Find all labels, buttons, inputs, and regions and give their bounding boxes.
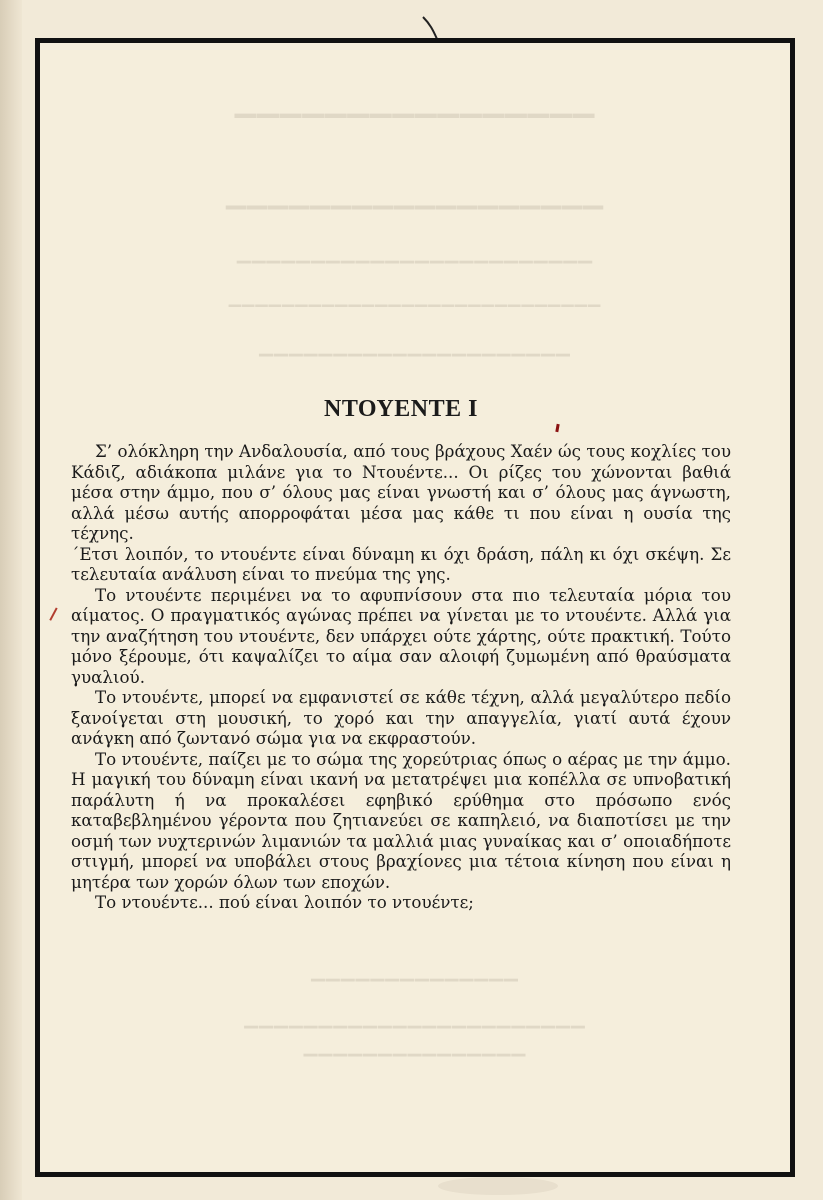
show-through-texture-6: ▁▁▁▁▁▁▁▁▁▁▁▁▁▁ xyxy=(311,961,519,981)
paragraph-3: Το ντουέντε περιμένει να το αφυπνίσουν στα πιο τελευταία μόρια του αίματος. Ο πραγματικός αγώνας πρέπει να γίνεται με το ντουέντε. Αλλά για την αναζήτηση του ντουέντε, δεν υπάρχει ούτε χάρτης, ούτε πρακτική. Τούτο μόνο ξέρουμε, ότι καψαλίζει το αίμα σαν αλοιφή ζυμωμένη από θραύσματα γυαλιού. xyxy=(71,584,731,687)
page-edge-shadow xyxy=(0,0,22,1200)
paragraph-5: Το ντουέντε, παίζει με το σώμα της χορεύτριας όπως ο αέρας με την άμμο. Η μαγική του δύναμη είναι ικανή να μετατρέψει μια κοπέλλα σε υπνοβατική παράλυτη ή να προκαλέσει εφηβικό ερύθημα στο πρόσωπο ενός καταβεβλημένου γέροντα που ζητιανεύει σε καπηλειό, να διαποτίσει με την οσμή των νυχτερινών λιμανιών τα μαλλιά μιας γυναίκας και σ’ οποιαδήποτε στιγμή, μπορεί να υποβάλει στους βραχίονες μια τέτοια κίνηση που είναι η μητέρα των χορών όλων των εποχών. xyxy=(71,748,731,892)
show-through-texture-2: ▁▁▁▁▁▁▁▁▁▁▁▁▁▁▁▁▁▁ xyxy=(226,180,604,209)
show-through-texture-3: ▁▁▁▁▁▁▁▁▁▁▁▁▁▁▁▁▁▁▁▁▁▁▁▁ xyxy=(236,243,594,263)
paragraph-2: ΄Ετσι λοιπόν, το ντουέντε είναι δύναμη κι όχι δράση, πάλη κι όχι σκέψη. Σε τελευταία ανάλυση είναι το πνεύμα της γης. xyxy=(71,543,731,584)
show-through-texture-1: ▁▁▁▁▁▁▁▁▁▁▁▁▁▁▁▁ xyxy=(234,87,596,118)
paragraph-1: Σ’ ολόκληρη την Ανδαλουσία, από τους βράχους Χαέν ώς τους κοχλίες του Κάδιζ, αδιάκοπα μιλάνε για το Ντουέντε... Οι ρίζες του χώνονται βαθιά μέσα στην άμμο, που σ’ όλους μας είναι γνωστή και σ’ όλους μας άγνωστη, αλλά μέσω αυτής απορροφάται μέσα μας κάθε τι που είναι η ουσία της τέχνης. xyxy=(71,441,731,543)
article-title: ΝΤΟΥΕΝΤΕ Ι xyxy=(324,396,478,422)
show-through-texture-4: ▁▁▁▁▁▁▁▁▁▁▁▁▁▁▁▁▁▁▁▁▁▁▁▁▁▁▁▁ xyxy=(228,290,602,307)
paragraph-6: Το ντουέντε... πού είναι λοιπόν το ντουέντε; xyxy=(95,892,474,912)
paragraph-4: Το ντουέντε, μπορεί να εμφανιστεί σε κάθε τέχνη, αλλά μεγαλύτερο πεδίο ξανοίγεται στη μουσική, το χορό και την απαγγελία, γιατί αυτά έχουν ανάγκη από ζωντανό σώμα για να εκφραστούν. xyxy=(71,687,731,748)
article-content xyxy=(71,396,731,913)
paper-stain xyxy=(438,1177,558,1195)
show-through-texture-7: ▁▁▁▁▁▁▁▁▁▁▁▁▁▁▁▁▁▁▁▁▁▁▁ xyxy=(244,1008,586,1028)
show-through-texture-8: ▁▁▁▁▁▁▁▁▁▁▁▁▁▁▁ xyxy=(303,1036,527,1056)
show-through-texture-5: ▁▁▁▁▁▁▁▁▁▁▁▁▁▁▁▁▁▁▁▁▁ xyxy=(259,336,571,356)
